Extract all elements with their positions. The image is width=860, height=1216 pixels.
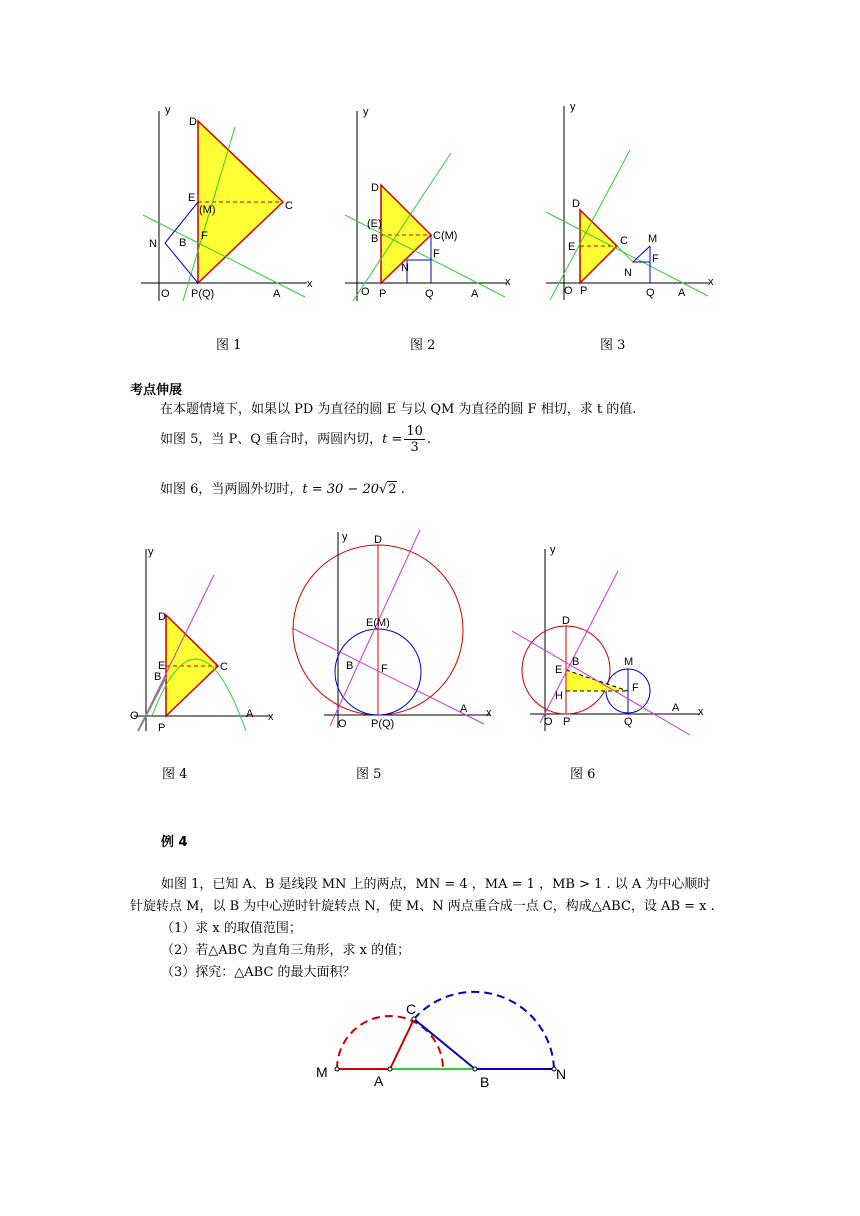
label-m: M (624, 656, 634, 668)
figure-3-svg (540, 100, 720, 300)
label-x: x (307, 278, 313, 290)
label-a: A (678, 287, 686, 299)
caption-fig2: 图 2 (410, 338, 436, 353)
label-d: D (562, 615, 570, 627)
label-q: Q (646, 287, 655, 299)
label-b: B (154, 671, 162, 683)
figure-example-4-svg (310, 985, 580, 1095)
label-q: Q (624, 716, 633, 728)
label-h: H (555, 690, 563, 702)
label-n: N (401, 262, 409, 274)
point-b (473, 1067, 477, 1071)
extension-heading: 考点伸展 (130, 383, 183, 398)
figure-1 (135, 105, 315, 305)
label-o: O (361, 286, 370, 298)
green-line-1 (550, 150, 630, 300)
figure-2 (345, 105, 525, 305)
fraction-10-3 (404, 424, 425, 455)
question-3: （3）探究：△ABC 的最大面积？ (161, 965, 356, 980)
label-m: M (648, 233, 658, 245)
caption-fig3: 图 3 (600, 338, 626, 353)
example-line-2: 针旋转点 M，以 B 为中心逆时针旋转点 N，使 M、N 两点重合成一点 C，构成△ABC，设 AB = x . (130, 899, 715, 914)
example-line-1: 如图 1，已知 A、B 是线段 MN 上的两点，MN = 4 ，MA = 1 ，MB > 1 . 以 A 为中心顺时 (161, 877, 711, 892)
label-f: F (652, 253, 659, 265)
label-o: O (338, 718, 347, 730)
label-c: C (285, 200, 293, 212)
label-b: B (572, 656, 580, 668)
figure-1-svg (135, 105, 315, 305)
sqrt-radicand: 2 (388, 482, 397, 497)
caption-fig6: 图 6 (570, 767, 596, 782)
label-b: B (480, 1074, 490, 1090)
label-f: F (632, 682, 639, 694)
label-cm: C(M) (433, 230, 458, 242)
label-b: B (179, 237, 187, 249)
figure-3 (540, 100, 720, 300)
extension-line-3-formula: t = 30 − 20 (302, 482, 380, 497)
label-p: P (158, 722, 166, 734)
label-b: B (371, 233, 379, 245)
label-o: O (544, 716, 553, 728)
extension-line-2-t: t = (382, 432, 403, 447)
label-o: O (564, 285, 573, 297)
label-x: x (505, 276, 511, 288)
green-cn (617, 246, 633, 262)
label-p: P (580, 285, 588, 297)
extension-line-2-prefix: 如图 5，当 P、Q 重合时，两圆内切， (160, 432, 383, 447)
label-b: B (346, 660, 354, 672)
label-f: F (433, 248, 440, 260)
label-a: A (374, 1073, 384, 1089)
magenta-line-2 (292, 628, 484, 724)
caption-fig5: 图 5 (356, 767, 382, 782)
segment-ac (390, 1019, 414, 1069)
magenta-line-2 (512, 631, 690, 735)
figure-example-4 (310, 985, 580, 1095)
label-f: F (201, 230, 208, 242)
label-d: D (374, 534, 382, 546)
label-m: M (316, 1064, 328, 1080)
label-y: y (550, 544, 556, 556)
label-c: C (620, 235, 628, 247)
figure-4-svg (128, 545, 278, 745)
fraction-denominator: 3 (410, 440, 419, 455)
label-a: A (460, 703, 468, 715)
label-p: P (563, 716, 571, 728)
label-e: E (188, 192, 196, 204)
label-pq: P(Q) (191, 288, 215, 300)
figure-4 (128, 545, 278, 745)
caption-fig4: 图 4 (162, 767, 188, 782)
label-c: C (220, 661, 228, 673)
figure-6-svg (510, 545, 710, 745)
label-d: D (572, 198, 580, 210)
question-2: （2）若△ABC 为直角三角形，求 x 的值； (161, 943, 411, 958)
example-heading: 例 4 (161, 835, 188, 850)
label-f: F (381, 663, 388, 675)
label-y: y (165, 104, 171, 116)
figure-5-svg (290, 530, 500, 740)
label-m-paren: (M) (199, 204, 216, 216)
sqrt-sign: √ (379, 482, 388, 497)
label-d: D (189, 116, 197, 128)
extension-line-2 (160, 424, 431, 455)
label-x: x (708, 276, 714, 288)
figure-2-svg (345, 105, 525, 305)
figure-5 (290, 530, 500, 740)
figure-6 (510, 545, 710, 745)
label-a: A (273, 288, 281, 300)
label-p: P (379, 288, 387, 300)
label-x: x (698, 706, 704, 718)
label-x: x (268, 711, 274, 723)
arc-m (337, 1016, 443, 1069)
label-pq: P(Q) (371, 718, 395, 730)
label-e: E (555, 664, 563, 676)
label-d: D (371, 182, 379, 194)
label-e-paren: (E) (367, 218, 382, 230)
label-n: N (624, 267, 632, 279)
label-a: A (471, 288, 479, 300)
extension-line-2-suffix: . (426, 432, 432, 447)
label-o: O (130, 710, 139, 722)
point-c (412, 1017, 416, 1021)
label-y: y (570, 101, 576, 113)
fraction-numerator: 10 (406, 424, 423, 439)
label-a: A (246, 708, 254, 720)
question-1: （1）求 x 的取值范围； (161, 921, 302, 936)
caption-fig1: 图 1 (216, 338, 242, 353)
label-y: y (363, 106, 369, 118)
label-n: N (556, 1066, 567, 1082)
point-a (388, 1067, 392, 1071)
label-n: N (149, 238, 157, 250)
segment-bc (414, 1019, 475, 1069)
label-e: E (568, 241, 576, 253)
magenta-line-1 (540, 571, 618, 723)
point-m (335, 1067, 339, 1071)
label-y: y (148, 546, 154, 558)
extension-line-3-prefix: 如图 6，当两圆外切时， (160, 482, 303, 497)
label-d: D (158, 611, 166, 623)
label-e: E (158, 660, 166, 672)
label-q: Q (425, 288, 434, 300)
label-c: C (406, 1001, 417, 1017)
label-em: E(M) (366, 617, 390, 629)
label-o: O (161, 288, 170, 300)
label-x: x (486, 707, 492, 719)
extension-line-3 (160, 481, 405, 499)
extension-line-1: 在本题情境下，如果以 PD 为直径的圆 E 与以 QM 为直径的圆 F 相切，求 t 的值. (160, 402, 637, 417)
label-a: A (672, 702, 680, 714)
label-y: y (342, 531, 348, 543)
arc-n (414, 992, 554, 1069)
extension-line-3-suffix: . (396, 482, 405, 497)
